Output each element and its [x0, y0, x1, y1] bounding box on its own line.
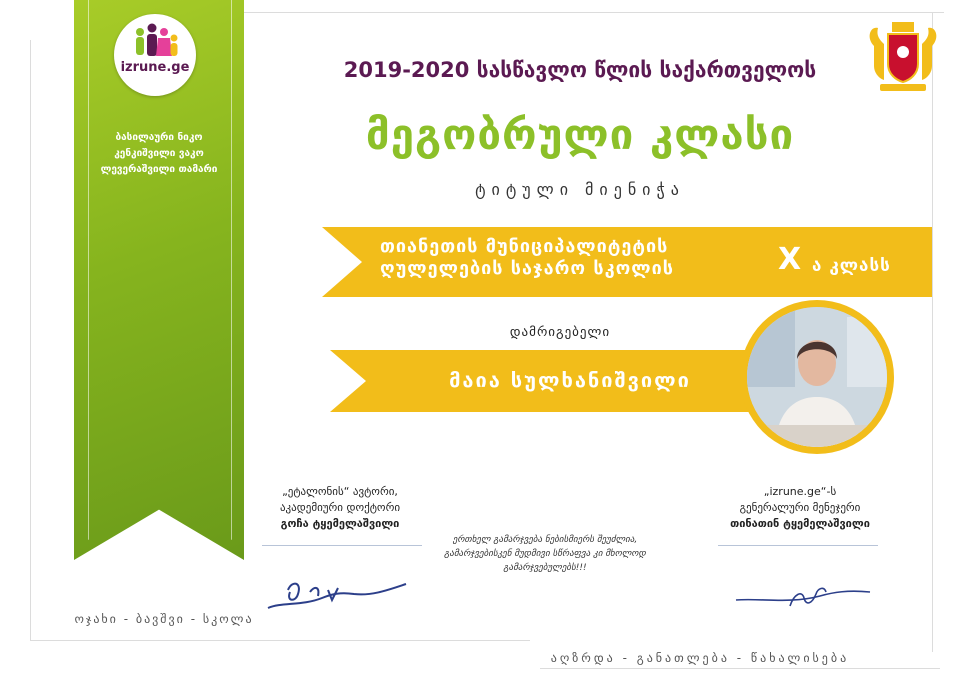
signature-left-divider: [262, 545, 422, 546]
class-label: ა კლასს: [812, 256, 891, 276]
teacher-photo: [747, 307, 887, 447]
signature-right-line2: გენერალური მენეჯერი: [739, 501, 861, 514]
signature-left-line2: აკადემიური დოქტორი: [279, 501, 401, 514]
signature-left-name: გოჩა ტყემელაშვილი: [280, 517, 400, 530]
georgia-coat-of-arms: [860, 18, 946, 98]
left-signature-icon: [262, 572, 412, 616]
awarded-subtitle: ტიტული მიენიჭა: [475, 180, 685, 199]
izrune-logo: [114, 14, 196, 96]
family-logo-icon: [114, 14, 196, 96]
signature-right-divider: [718, 545, 878, 546]
signature-right-block: [700, 484, 900, 532]
signature-left-line1: „ეტალონის“ ავტორი,: [282, 485, 398, 498]
certificate-title: მეგობრული კლასი: [365, 110, 795, 159]
coat-of-arms-icon: [860, 18, 946, 98]
portrait-image: [747, 307, 887, 447]
year-title: 2019-2020 სასწავლო წლის საქართველოს: [343, 58, 817, 82]
family-motto: ოჯახი - ბავშვი - სკოლა: [74, 612, 254, 626]
organizer-label: დამრიგებელი: [509, 325, 611, 340]
signature-right-line1: „izrune.ge“-ს: [763, 485, 837, 498]
frame-right-line: [932, 12, 933, 652]
frame-left-line: [30, 40, 31, 640]
frame-bottom-line: [30, 640, 530, 641]
frame-bottom-right-line: [540, 668, 940, 669]
student-names: ბასილაური ნიკო კენკიშვილი ვაკო ლევერაშვილი თამარი: [100, 132, 218, 175]
class-letter: X: [778, 242, 802, 277]
frame-top-line: [244, 12, 944, 13]
education-motto: აღზრდა - განათლება - წახალისება: [550, 651, 850, 665]
right-signature-icon: [730, 576, 880, 620]
school-name: თიანეთის მუნიციპალიტეტის ღულელების საჯარო სკოლის: [380, 236, 674, 279]
signature-right-name: თინათინ ტყემელაშვილი: [730, 517, 870, 530]
signature-left-block: [250, 484, 430, 532]
logo-text: izrune.ge: [120, 60, 190, 75]
teacher-name: მაია სულხანიშვილი: [449, 368, 691, 392]
motivational-note: ერთხელ გამარჯვება ნებისმიერს შეუძლია, გამარჯვებისკენ მუდმივი სწრაფვა კი მხოლოდ გამარჯვებულებს!!!: [444, 535, 646, 573]
